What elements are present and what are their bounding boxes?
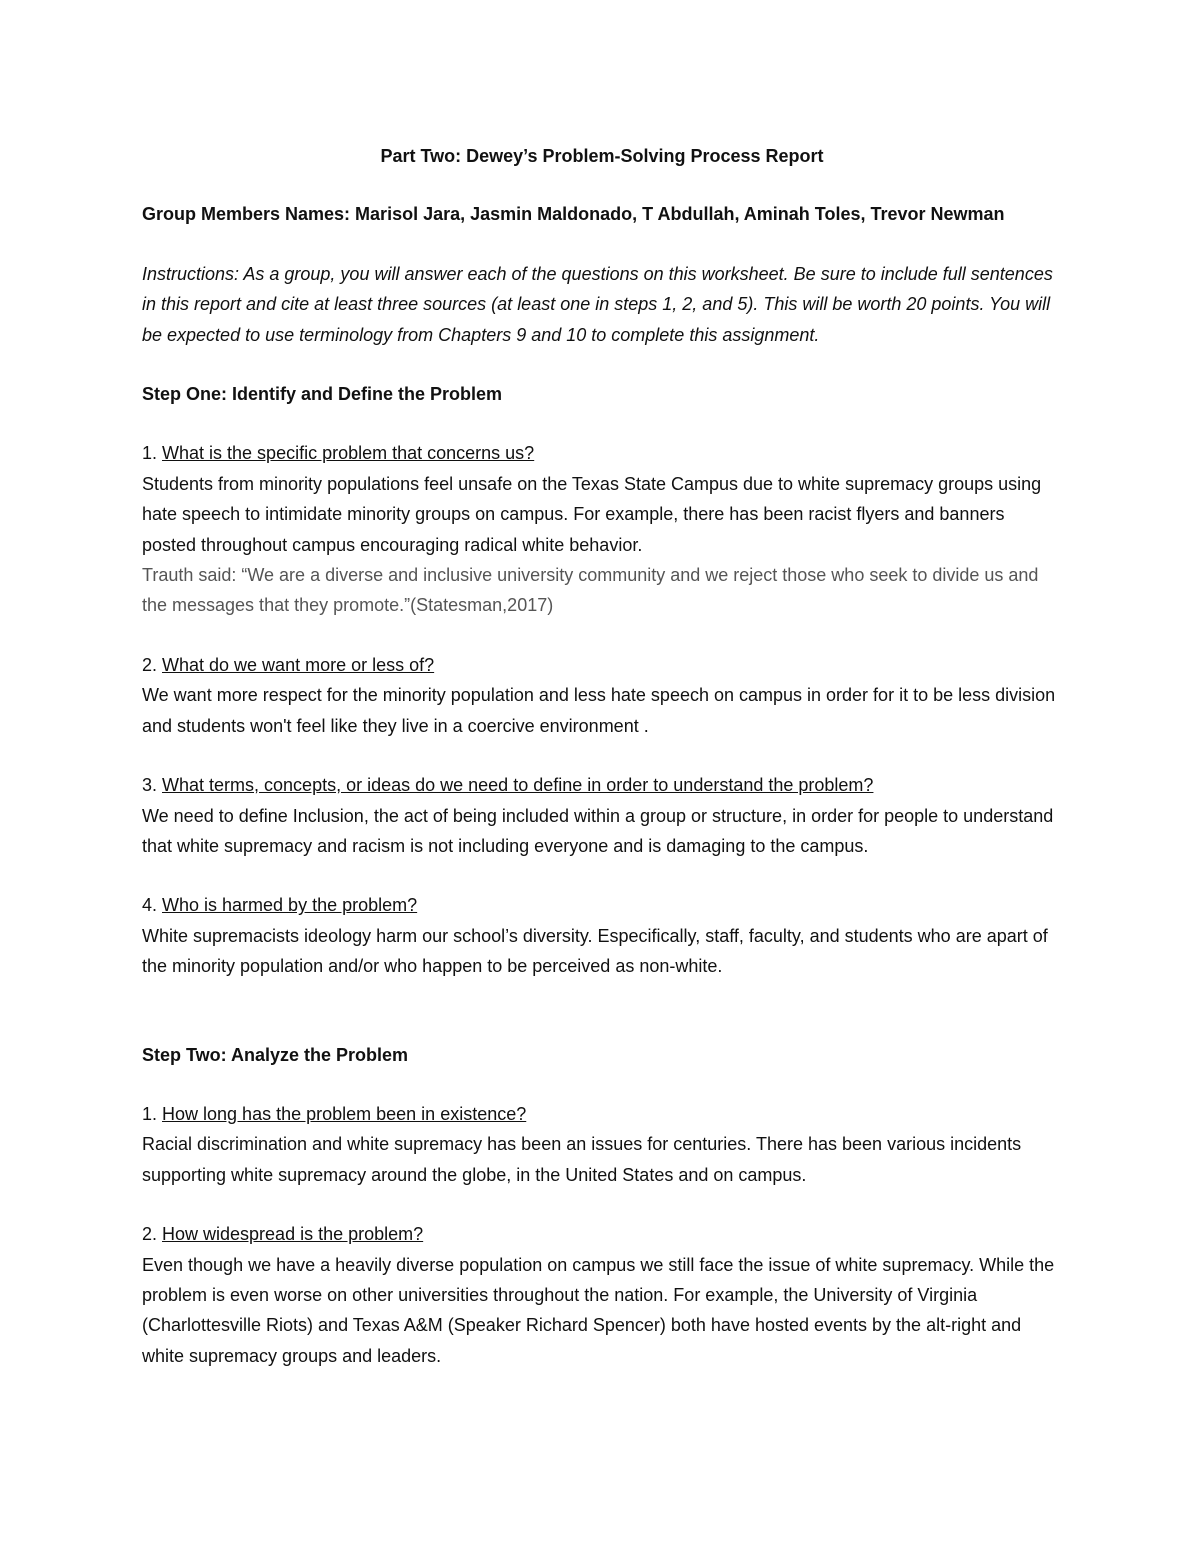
question-text: How widespread is the problem? xyxy=(162,1224,424,1245)
question-text: How long has the problem been in existence? xyxy=(162,1103,527,1124)
question-line xyxy=(142,1099,1062,1129)
group-members: Group Members Names: Marisol Jara, Jasmin Maldonado, T Abdullah, Aminah Toles, Trevor Newman xyxy=(142,204,1005,225)
question-text: What terms, concepts, or ideas do we need to define in order to understand the problem? xyxy=(162,775,874,796)
question-number: 2. xyxy=(142,654,163,675)
step-one-question-2 xyxy=(142,650,1062,741)
question-line xyxy=(142,770,1062,800)
question-text: What do we want more or less of? xyxy=(162,654,435,675)
step-one-question-4 xyxy=(142,890,1062,981)
question-line xyxy=(142,438,1062,468)
question-line xyxy=(142,650,1062,680)
quote-text: Trauth said: “We are a diverse and inclusive university community and we reject those who seek to divide us and the messages that they promote.”(Statesman,2017) xyxy=(142,565,1039,616)
document-body xyxy=(142,141,1062,1400)
answer-text: Students from minority populations feel unsafe on the Texas State Campus due to white supremacy groups using hate speech to intimidate minority groups on campus. For example, there has been racist flyers and banners posted throughout campus encouraging radical white behavior. xyxy=(142,473,1042,555)
answer-text: Even though we have a heavily diverse population on campus we still face the issue of white supremacy. While the problem is even worse on other universities throughout the nation. For example, the University of Virginia (Charlottesville Riots) and Texas A&M (Speaker Richard Spencer) both have hosted events by the alt-right and white supremacy groups and leaders. xyxy=(142,1254,1055,1366)
question-line xyxy=(142,890,1062,920)
step-one-question-1 xyxy=(142,438,1062,620)
spacer xyxy=(142,1011,1062,1040)
question-line xyxy=(142,1219,1062,1249)
question-text: Who is harmed by the problem? xyxy=(162,895,418,916)
question-number: 1. xyxy=(142,1103,163,1124)
answer-text: White supremacists ideology harm our school’s diversity. Especifically, staff, faculty, and students who are apart of the minority population and/or who happen to be perceived as non-white. xyxy=(142,925,1048,977)
answer-text: We need to define Inclusion, the act of being included within a group or structure, in order for people to understand that white supremacy and racism is not including everyone and is damaging to the campus. xyxy=(142,805,1054,856)
step-two-heading: Step Two: Analyze the Problem xyxy=(142,1044,409,1065)
document-title: Part Two: Dewey’s Problem-Solving Process Report xyxy=(380,146,824,166)
question-text: What is the specific problem that concerns us? xyxy=(162,443,535,464)
step-one-question-3 xyxy=(142,770,1062,861)
answer-text: We want more respect for the minority population and less hate speech on campus in order for it to be less division and students won't feel like they live in a coercive environment . xyxy=(142,685,1056,736)
step-one-heading: Step One: Identify and Define the Problem xyxy=(142,384,503,405)
question-number: 2. xyxy=(142,1224,163,1245)
step-two-question-1 xyxy=(142,1099,1062,1190)
question-number: 4. xyxy=(142,895,163,916)
instructions: Instructions: As a group, you will answer each of the questions on this worksheet. Be sure to include full sentences in this report and cite at least three sources (at least one in steps 1, 2, and 5). This will be worth 20 points. You will be expected to use terminology from Chapters 9 and 10 to complete this assignment. xyxy=(142,263,1053,345)
answer-text: Racial discrimination and white supremacy has been an issues for centuries. There has been various incidents supporting white supremacy around the globe, in the United States and on campus. xyxy=(142,1134,1022,1185)
question-number: 1. xyxy=(142,443,163,464)
step-two-question-2 xyxy=(142,1219,1062,1371)
question-number: 3. xyxy=(142,775,163,796)
